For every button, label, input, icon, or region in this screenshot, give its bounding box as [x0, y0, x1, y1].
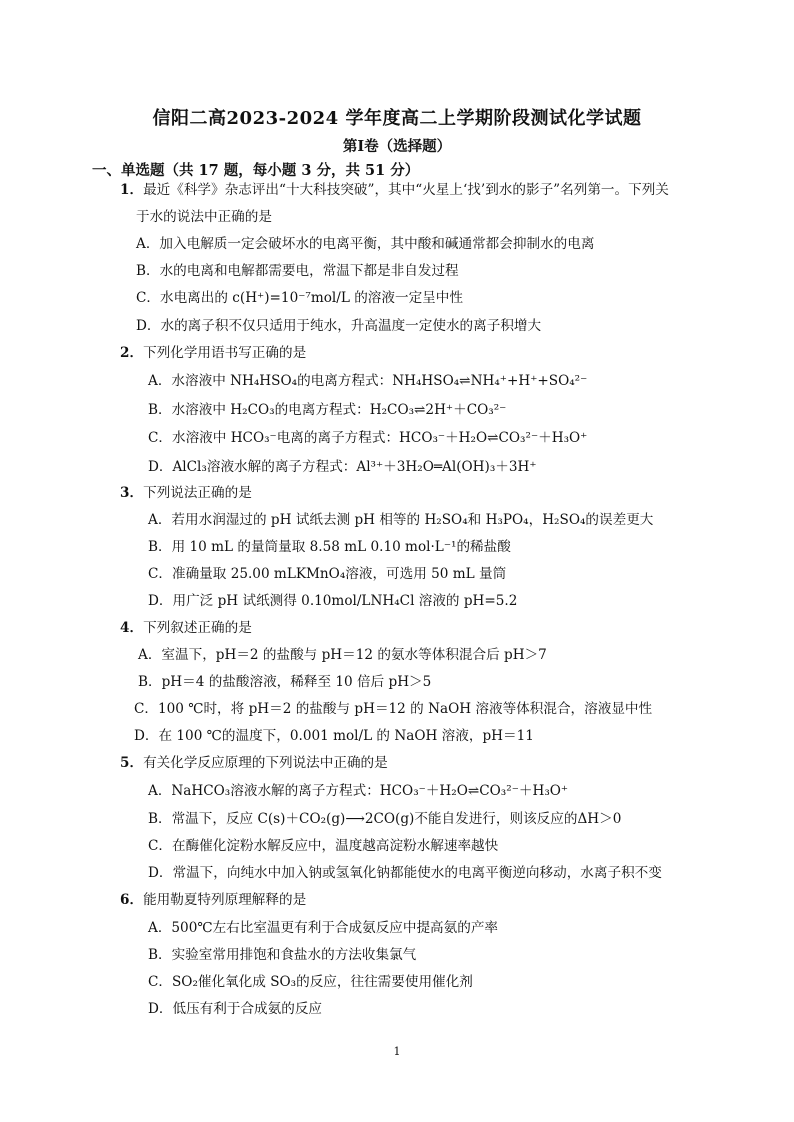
question-number: 4．	[120, 620, 144, 636]
option-c: C．准确量取 25.00 mLKMnO₄溶液，可选用 50 mL 量筒	[148, 566, 507, 582]
question-stem	[120, 178, 669, 198]
question-number: 3．	[120, 485, 144, 501]
question-stem-line1: 下列化学用语书写正确的是	[143, 345, 307, 361]
question-number: 6．	[120, 892, 144, 908]
option-b: B．水溶液中 H₂CO₃的电离方程式：H₂CO₃⇌2H⁺＋CO₃²⁻	[148, 402, 507, 418]
option-c: C．水电离出的 c(H⁺)=10⁻⁷mol/L 的溶液一定呈中性	[136, 290, 463, 306]
option-a: A．500℃左右比室温更有利于合成氨反应中提高氨的产率	[148, 920, 499, 936]
question-stem-line1: 下列说法正确的是	[143, 485, 252, 501]
option-b: B．用 10 mL 的量筒量取 8.58 mL 0.10 mol·L⁻¹的稀盐酸	[148, 539, 511, 555]
question-stem	[120, 481, 252, 501]
option-a: A．若用水润湿过的 pH 试纸去测 pH 相等的 H₂SO₄和 H₃PO₄，H₂SO₄的误差更大	[148, 512, 654, 528]
option-a: A．NaHCO₃溶液水解的离子方程式：HCO₃⁻＋H₂O⇌CO₃²⁻＋H₃O⁺	[148, 783, 569, 799]
option-b: B．实验室常用排饱和食盐水的方法收集氯气	[148, 947, 417, 963]
option-a: A．水溶液中 NH₄HSO₄的电离方程式：NH₄HSO₄⇌NH₄⁺+H⁺+SO₄²⁻	[148, 373, 588, 389]
question-stem-line1: 能用勒夏特列原理解释的是	[143, 892, 307, 908]
option-d: D．水的离子积不仅只适用于纯水，升高温度一定使水的离子积增大	[136, 318, 542, 334]
question-stem-line1: 最近《科学》杂志评出“十大科技突破”，其中“火星上‘找’到水的影子”名列第一。下列关	[143, 182, 669, 198]
option-d: D．AlCl₃溶液水解的离子方程式：Al³⁺＋3H₂O═Al(OH)₃＋3H⁺	[148, 459, 537, 475]
question-stem	[120, 616, 252, 636]
option-d: D．在 100 ℃的温度下，0.001 mol/L 的 NaOH 溶液，pH＝11	[134, 728, 534, 744]
section-heading: 一、单选题（共 17 题，每小题 3 分，共 51 分）	[92, 162, 420, 179]
exam-title: 信阳二高2023-2024 学年度高二上学期阶段测试化学试题	[152, 108, 642, 129]
question-stem	[120, 341, 306, 361]
option-c: C．水溶液中 HCO₃⁻电离的离子方程式：HCO₃⁻＋H₂O⇌CO₃²⁻＋H₃O⁺	[148, 430, 588, 446]
option-b: B．水的电离和电解都需要电，常温下都是非自发过程	[136, 263, 459, 279]
option-c: C．在酶催化淀粉水解反应中，温度越高淀粉水解速率越快	[148, 838, 499, 854]
question-number: 1．	[120, 182, 144, 198]
option-a: A．室温下，pH＝2 的盐酸与 pH＝12 的氨水等体积混合后 pH＞7	[138, 647, 547, 663]
question-number: 5．	[120, 755, 144, 771]
option-c: C．SO₂催化氧化成 SO₃的反应，往往需要使用催化剂	[148, 974, 473, 990]
option-d: D．用广泛 pH 试纸测得 0.10mol/LNH₄Cl 溶液的 pH=5.2	[148, 593, 518, 609]
part-subtitle: 第Ⅰ卷（选择题）	[342, 138, 452, 155]
option-b: B．pH＝4 的盐酸溶液，稀释至 10 倍后 pH＞5	[138, 674, 432, 690]
option-d: D．低压有利于合成氨的反应	[148, 1001, 323, 1017]
question-stem-line1: 有关化学反应原理的下列说法中正确的是	[143, 755, 388, 771]
question-stem	[120, 751, 388, 771]
question-number: 2．	[120, 345, 144, 361]
page-number: 1	[393, 1045, 401, 1058]
option-b: B．常温下，反应 C(s)＋CO₂(g)⟶2CO(g)不能自发进行，则该反应的ΔH＞0	[148, 811, 622, 827]
option-a: A．加入电解质一定会破坏水的电离平衡，其中酸和碱通常都会抑制水的电离	[136, 236, 595, 252]
option-d: D．常温下，向纯水中加入钠或氢氧化钠都能使水的电离平衡逆向移动，水离子积不变	[148, 865, 662, 881]
question-stem	[120, 888, 306, 908]
question-stem-line1: 下列叙述正确的是	[143, 620, 252, 636]
option-c: C．100 ℃时，将 pH＝2 的盐酸与 pH＝12 的 NaOH 溶液等体积混合，溶液显中性	[134, 701, 653, 717]
question-stem-line2: 于水的说法中正确的是	[136, 209, 272, 225]
